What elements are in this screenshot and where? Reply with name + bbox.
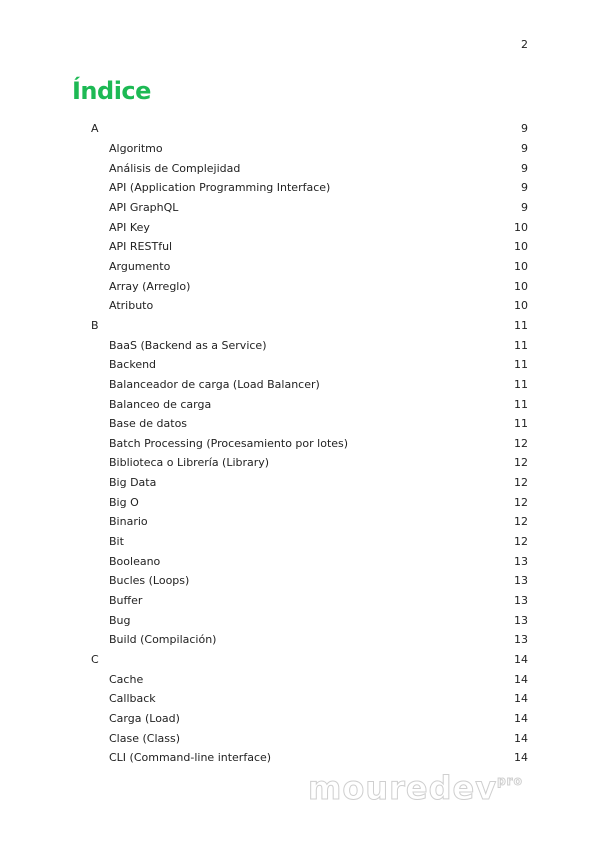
toc-entry-page: 10 xyxy=(514,299,528,313)
toc-entry-page: 10 xyxy=(514,279,528,293)
toc-entry-page: 14 xyxy=(514,712,528,726)
toc-entry-label: Bucles (Loops) xyxy=(109,574,190,588)
toc-entry[interactable] xyxy=(91,512,528,532)
toc-entry-label: BaaS (Backend as a Service) xyxy=(109,338,267,352)
toc-entry-page: 13 xyxy=(514,633,528,647)
toc-section[interactable] xyxy=(91,119,528,139)
logo-suffix: pro xyxy=(497,774,523,788)
toc-entry-label: Carga (Load) xyxy=(109,712,180,726)
toc-entry-label: CLI (Command-line interface) xyxy=(109,751,272,765)
toc-entry-page: 12 xyxy=(514,456,528,470)
toc-entry[interactable] xyxy=(91,178,528,198)
toc-entry-page: 11 xyxy=(514,397,528,411)
toc-entry[interactable] xyxy=(91,375,528,395)
toc-entry-page: 13 xyxy=(514,613,528,627)
toc-entry-label: Buffer xyxy=(109,594,143,608)
toc-entry-label: Balanceador de carga (Load Balancer) xyxy=(109,377,320,391)
toc-entry[interactable] xyxy=(91,198,528,218)
toc-entry-page: 13 xyxy=(514,574,528,588)
toc-entry-page: 14 xyxy=(514,731,528,745)
toc-entry-page: 9 xyxy=(521,141,528,155)
toc-entry-label: Bit xyxy=(109,535,124,549)
toc-entry-label: Atributo xyxy=(109,299,154,313)
toc-entry-label: Análisis de Complejidad xyxy=(109,161,241,175)
toc-entry-label: Base de datos xyxy=(109,417,188,431)
toc-entry-page: 11 xyxy=(514,358,528,372)
toc-entry-label: Bug xyxy=(109,613,131,627)
toc-section[interactable] xyxy=(91,650,528,670)
toc-entry-label: API (Application Programming Interface) xyxy=(109,181,331,195)
toc-entry-page: 12 xyxy=(514,476,528,490)
brand-logo xyxy=(308,769,523,807)
page-title: Índice xyxy=(72,77,151,105)
toc-entry[interactable] xyxy=(91,276,528,296)
toc-entry-page: 14 xyxy=(514,692,528,706)
toc-entry-page: 12 xyxy=(514,515,528,529)
toc-entry-label: Big Data xyxy=(109,476,157,490)
toc-entry[interactable] xyxy=(91,748,528,768)
toc-entry-label: Binario xyxy=(109,515,148,529)
toc-entry-label: Biblioteca o Librería (Library) xyxy=(109,456,270,470)
toc-entry-label: C xyxy=(91,653,99,667)
toc-entry-label: A xyxy=(91,122,99,136)
toc-entry-page: 9 xyxy=(521,122,528,136)
toc-entry-page: 11 xyxy=(514,417,528,431)
toc-entry[interactable] xyxy=(91,414,528,434)
toc-entry-page: 10 xyxy=(514,259,528,273)
toc-entry-page: 10 xyxy=(514,240,528,254)
toc-entry-label: Cache xyxy=(109,672,144,686)
toc-entry-page: 14 xyxy=(514,751,528,765)
toc-entry[interactable] xyxy=(91,532,528,552)
toc-entry-label: Booleano xyxy=(109,554,161,568)
toc-entry[interactable] xyxy=(91,296,528,316)
toc-entry[interactable] xyxy=(91,492,528,512)
toc-entry[interactable] xyxy=(91,689,528,709)
toc-entry-page: 11 xyxy=(514,338,528,352)
toc-entry-label: Balanceo de carga xyxy=(109,397,212,411)
toc-entry-page: 12 xyxy=(514,495,528,509)
toc-entry-page: 12 xyxy=(514,535,528,549)
toc-entry[interactable] xyxy=(91,237,528,257)
toc-entry[interactable] xyxy=(91,453,528,473)
toc-entry-page: 11 xyxy=(514,318,528,332)
toc-entry[interactable] xyxy=(91,217,528,237)
toc-entry-page: 11 xyxy=(514,377,528,391)
toc-entry-label: Clase (Class) xyxy=(109,731,180,745)
toc-entry[interactable] xyxy=(91,473,528,493)
toc-entry-label: Callback xyxy=(109,692,156,706)
toc-entry[interactable] xyxy=(91,551,528,571)
toc-entry[interactable] xyxy=(91,158,528,178)
toc-entry-label: Backend xyxy=(109,358,157,372)
toc-entry-page: 10 xyxy=(514,220,528,234)
toc-entry-page: 14 xyxy=(514,653,528,667)
toc-entry[interactable] xyxy=(91,630,528,650)
toc-entry[interactable] xyxy=(91,591,528,611)
logo-text: mouredev xyxy=(308,769,498,807)
toc-entry[interactable] xyxy=(91,728,528,748)
toc-entry-label: API Key xyxy=(109,220,150,234)
toc-entry-page: 13 xyxy=(514,554,528,568)
toc-entry-label: Big O xyxy=(109,495,139,509)
toc-entry-label: Array (Arreglo) xyxy=(109,279,191,293)
toc-entry-label: API GraphQL xyxy=(109,200,179,214)
toc-entry[interactable] xyxy=(91,571,528,591)
toc-entry-page: 9 xyxy=(521,200,528,214)
toc-entry[interactable] xyxy=(91,355,528,375)
toc-entry[interactable] xyxy=(91,669,528,689)
toc-entry[interactable] xyxy=(91,434,528,454)
toc-entry-label: Algoritmo xyxy=(109,141,163,155)
toc-entry-label: API RESTful xyxy=(109,240,173,254)
toc-entry-page: 14 xyxy=(514,672,528,686)
toc-entry-label: Batch Processing (Procesamiento por lotes) xyxy=(109,436,349,450)
toc-entry-label: Build (Compilación) xyxy=(109,633,217,647)
toc-section[interactable] xyxy=(91,316,528,336)
toc-entry-page: 13 xyxy=(514,594,528,608)
toc-entry-page: 12 xyxy=(514,436,528,450)
toc-entry[interactable] xyxy=(91,139,528,159)
toc-entry[interactable] xyxy=(91,394,528,414)
page-number: 2 xyxy=(521,38,528,51)
toc-entry-page: 9 xyxy=(521,161,528,175)
table-of-contents xyxy=(91,119,528,768)
toc-entry-label: Argumento xyxy=(109,259,171,273)
toc-entry[interactable] xyxy=(91,257,528,277)
toc-entry[interactable] xyxy=(91,709,528,729)
toc-entry[interactable] xyxy=(91,610,528,630)
toc-entry-label: B xyxy=(91,318,99,332)
toc-entry-page: 9 xyxy=(521,181,528,195)
toc-entry[interactable] xyxy=(91,335,528,355)
